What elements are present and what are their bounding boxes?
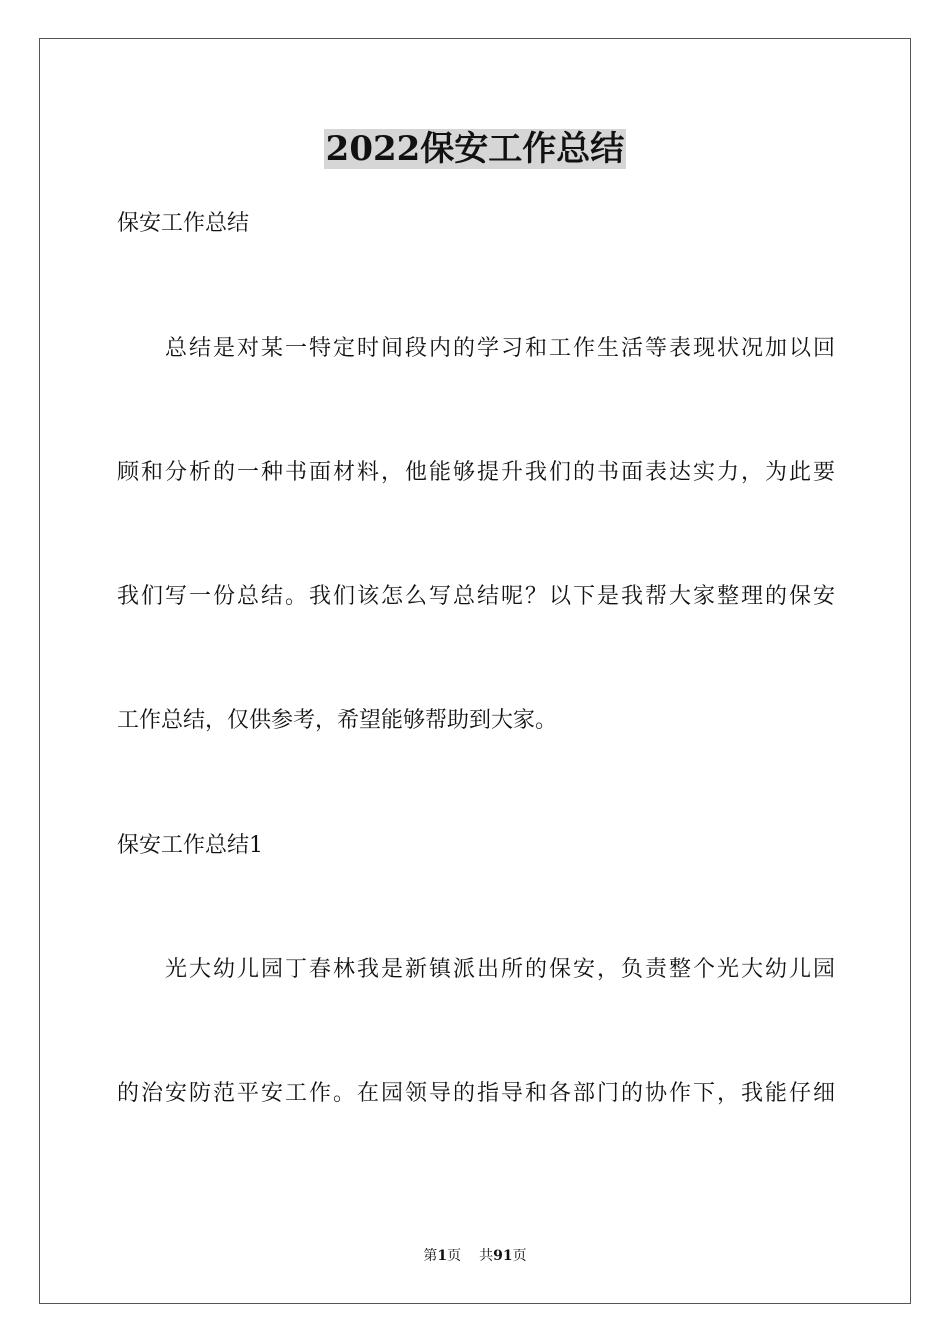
document-title [0,126,950,172]
page-label-prefix: 第 [423,1248,438,1264]
paragraph-line: 光大幼儿园丁春林我是新镇派出所的保安，负责整个光大幼儿园 [165,957,835,982]
total-pages: 91 [493,1248,513,1264]
page-number: 1 [437,1248,448,1264]
section-heading: 保安工作总结 [117,211,250,236]
section-heading: 保安工作总结1 [117,833,263,858]
total-label-prefix: 共 [479,1248,494,1264]
paragraph-line: 的治安防范平安工作。在园领导的指导和各部门的协作下，我能仔细 [117,1081,835,1106]
paragraph-line: 总结是对某一特定时间段内的学习和工作生活等表现状况加以回 [165,336,835,361]
paragraph-line: 工作总结，仅供参考，希望能够帮助到大家。 [117,708,558,733]
paragraph-line: 我们写一份总结。我们该怎么写总结呢？以下是我帮大家整理的保安 [117,584,835,609]
page-label-suffix: 页 [447,1248,462,1264]
document-title-text: 2022保安工作总结 [325,129,625,169]
total-label-suffix: 页 [512,1248,527,1264]
paragraph-line: 顾和分析的一种书面材料，他能够提升我们的书面表达实力，为此要 [117,460,835,485]
page-footer [0,1246,950,1266]
